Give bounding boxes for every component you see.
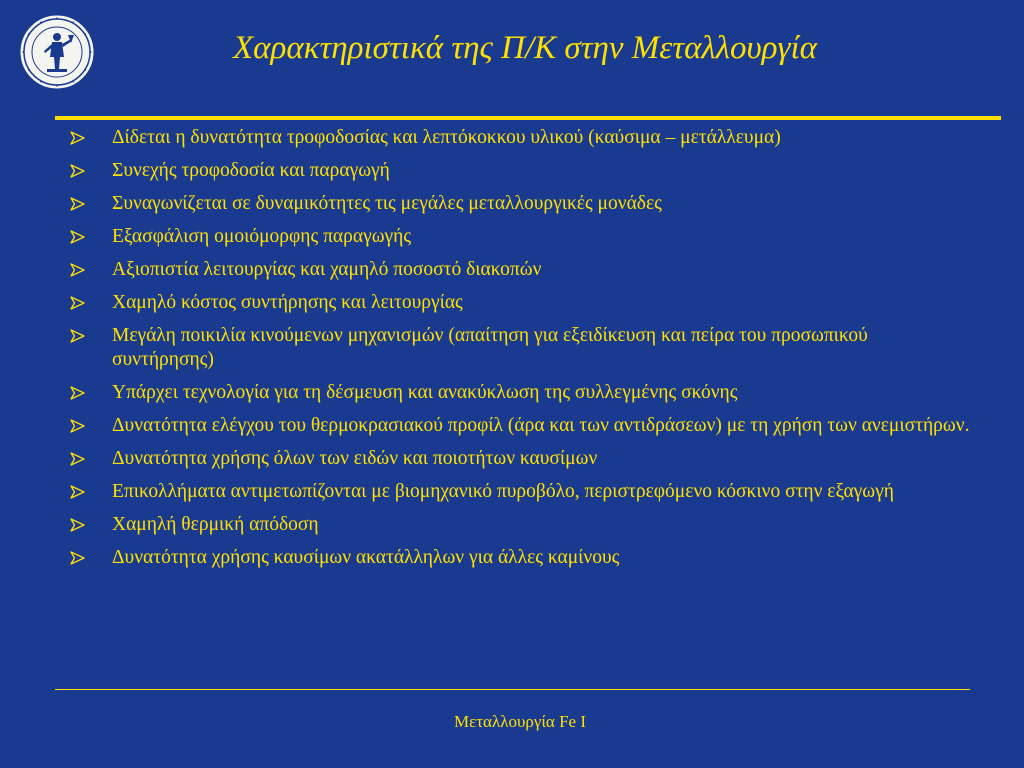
list-item [70,513,970,537]
list-item [70,546,970,570]
arrow-bullet-icon [70,447,112,471]
list-item [70,159,970,183]
list-item [70,126,970,150]
arrow-bullet-icon [70,414,112,438]
list-item [70,324,970,372]
bullet-text: Δυνατότητα ελέγχου του θερμοκρασιακού προφίλ (άρα και των αντιδράσεων) με τη χρήση των ανεμιστήρων. [112,415,970,436]
list-item [70,381,970,405]
arrow-bullet-icon [70,480,112,504]
bullet-text: Συνεχής τροφοδοσία και παραγωγή [112,160,390,181]
bullet-text: Μεγάλη ποικιλία κινούμενων μηχανισμών (απαίτηση για εξειδίκευση και πείρα του προσωπικού συντήρησης) [112,325,868,370]
bullet-list [70,126,970,579]
footer-divider [55,689,970,690]
list-item [70,225,970,249]
bullet-text: Δυνατότητα χρήσης όλων των ειδών και ποιοτήτων καυσίμων [112,448,598,469]
arrow-bullet-icon [70,159,112,183]
arrow-bullet-icon [70,126,112,150]
arrow-bullet-icon [70,324,112,348]
slide-title: Χαρακτηριστικά της Π/Κ στην Μεταλλουργία [233,30,817,66]
bullet-text: Χαμηλή θερμική απόδοση [112,514,319,535]
arrow-bullet-icon [70,381,112,405]
list-item [70,414,970,438]
arrow-bullet-icon [70,192,112,216]
bullet-text: Χαμηλό κόστος συντήρησης και λειτουργίας [112,292,463,313]
bullet-text: Δίδεται η δυνατότητα τροφοδοσίας και λεπτόκοκκου υλικού (καύσιμα – μετάλλευμα) [112,127,781,148]
university-seal-icon [18,13,96,91]
arrow-bullet-icon [70,291,112,315]
bullet-text: Δυνατότητα χρήσης καυσίμων ακατάλληλων για άλλες καμίνους [112,547,620,568]
bullet-text: Αξιοπιστία λειτουργίας και χαμηλό ποσοστό διακοπών [112,259,542,280]
list-item [70,192,970,216]
list-item [70,291,970,315]
list-item [70,258,970,282]
list-item [70,447,970,471]
slide-footer: Μεταλλουργία Fe I [453,712,587,731]
arrow-bullet-icon [70,225,112,249]
arrow-bullet-icon [70,546,112,570]
bullet-text: Συναγωνίζεται σε δυναμικότητες τις μεγάλες μεταλλουργικές μονάδες [112,193,662,214]
bullet-text: Εξασφάλιση ομοιόμορφης παραγωγής [112,226,412,247]
title-divider [55,116,1001,120]
bullet-text: Υπάρχει τεχνολογία για τη δέσμευση και ανακύκλωση της συλλεγμένης σκόνης [112,382,738,403]
arrow-bullet-icon [70,258,112,282]
arrow-bullet-icon [70,513,112,537]
list-item [70,480,970,504]
bullet-text: Επικολλήματα αντιμετωπίζονται με βιομηχανικό πυροβόλο, περιστρεφόμενο κόσκινο στην εξαγωγή [112,481,894,502]
